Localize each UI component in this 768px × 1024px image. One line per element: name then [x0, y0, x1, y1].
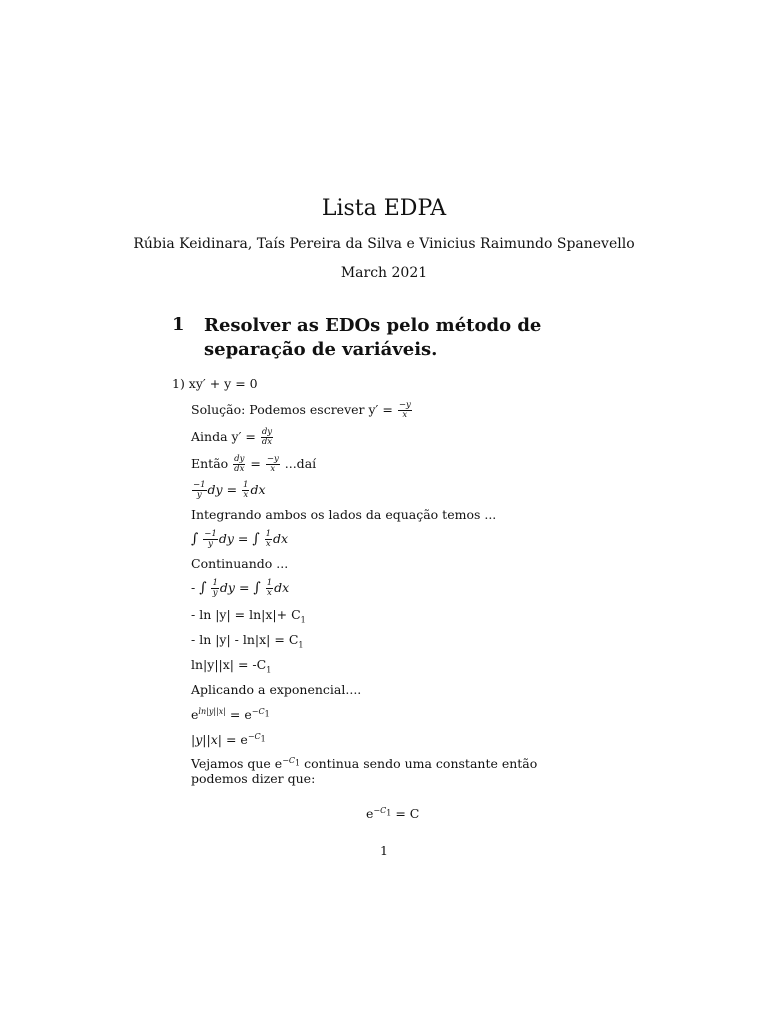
solution-text: Solução: Podemos escrever y′ = [191, 402, 393, 417]
section-title: Resolver as EDOs pelo método de separação de variáveis. [204, 315, 542, 360]
integral-equation-2: - ∫ $\frac{1}{y}$ dy = ∫ $\frac{1}{x}$ dx [191, 578, 290, 598]
ainda-text: Ainda y′ = [191, 429, 256, 444]
dai-text: ...daí [284, 456, 317, 471]
ln-equation-1: - $\ln |y| = \ln|x|+ C_1$ [191, 607, 306, 625]
aplicando-text: Aplicando a exponencial.... [191, 682, 362, 697]
integrando-text: Integrando ambos os lados da equação temos ... [191, 507, 497, 522]
entao-text: Então [191, 456, 229, 471]
date: March 2021 [340, 265, 428, 281]
vejamos-line-2: podemos dizer que: [191, 771, 316, 786]
final-equation: $e^{-C_1} = C$ [366, 806, 420, 822]
vejamos-line-1: Vejamos que $e^{-C_1}$ continua sendo uma constante então [191, 756, 538, 772]
fraction-dy-dx: $\frac{dy}{dx}$ [261, 427, 273, 447]
solution-line [191, 401, 413, 420]
continuando-text: Continuando ... [191, 556, 289, 571]
ainda-line [191, 428, 274, 447]
abs-equation: $|y||x| = e^{-C_1}$ [191, 732, 266, 748]
page-number: 1 [380, 843, 388, 858]
integral-equation: ∫ $\frac{-1}{y}$ dy = ∫ $\frac{1}{x}$ dx [191, 529, 289, 549]
entao-line: Então $\frac{dy}{dx}$ = $\frac{-y}{x}$ ...daí [191, 454, 317, 474]
problem-label: 1) xy′ + y = 0 [172, 376, 258, 391]
separated-equation: $\frac{-1}{y}$ dy = $\frac{1}{x}$ dx [193, 480, 266, 500]
section-number: 1 [172, 314, 185, 335]
fraction-neg-y-over-x: $\frac{-y}{x}$ [398, 400, 411, 420]
ln-equation-3: $\ln|y||x| = -C_1$ [191, 657, 272, 675]
document-title: Lista EDPA [321, 196, 447, 221]
fraction-dy-dx: $\frac{dy}{dx}$ [234, 454, 245, 474]
authors: Rúbia Keidinara, Taís Pereira da Silva e Vinicius Raimundo Spanevello [133, 236, 635, 252]
fraction-neg-y-over-x: $\frac{-y}{x}$ [266, 454, 279, 474]
ln-equation-2: - $\ln |y| - \ln|x| = C_1$ [191, 632, 304, 650]
exponential-equation: $e^{ln|y||x|} = e^{-C_1}$ [191, 707, 270, 723]
